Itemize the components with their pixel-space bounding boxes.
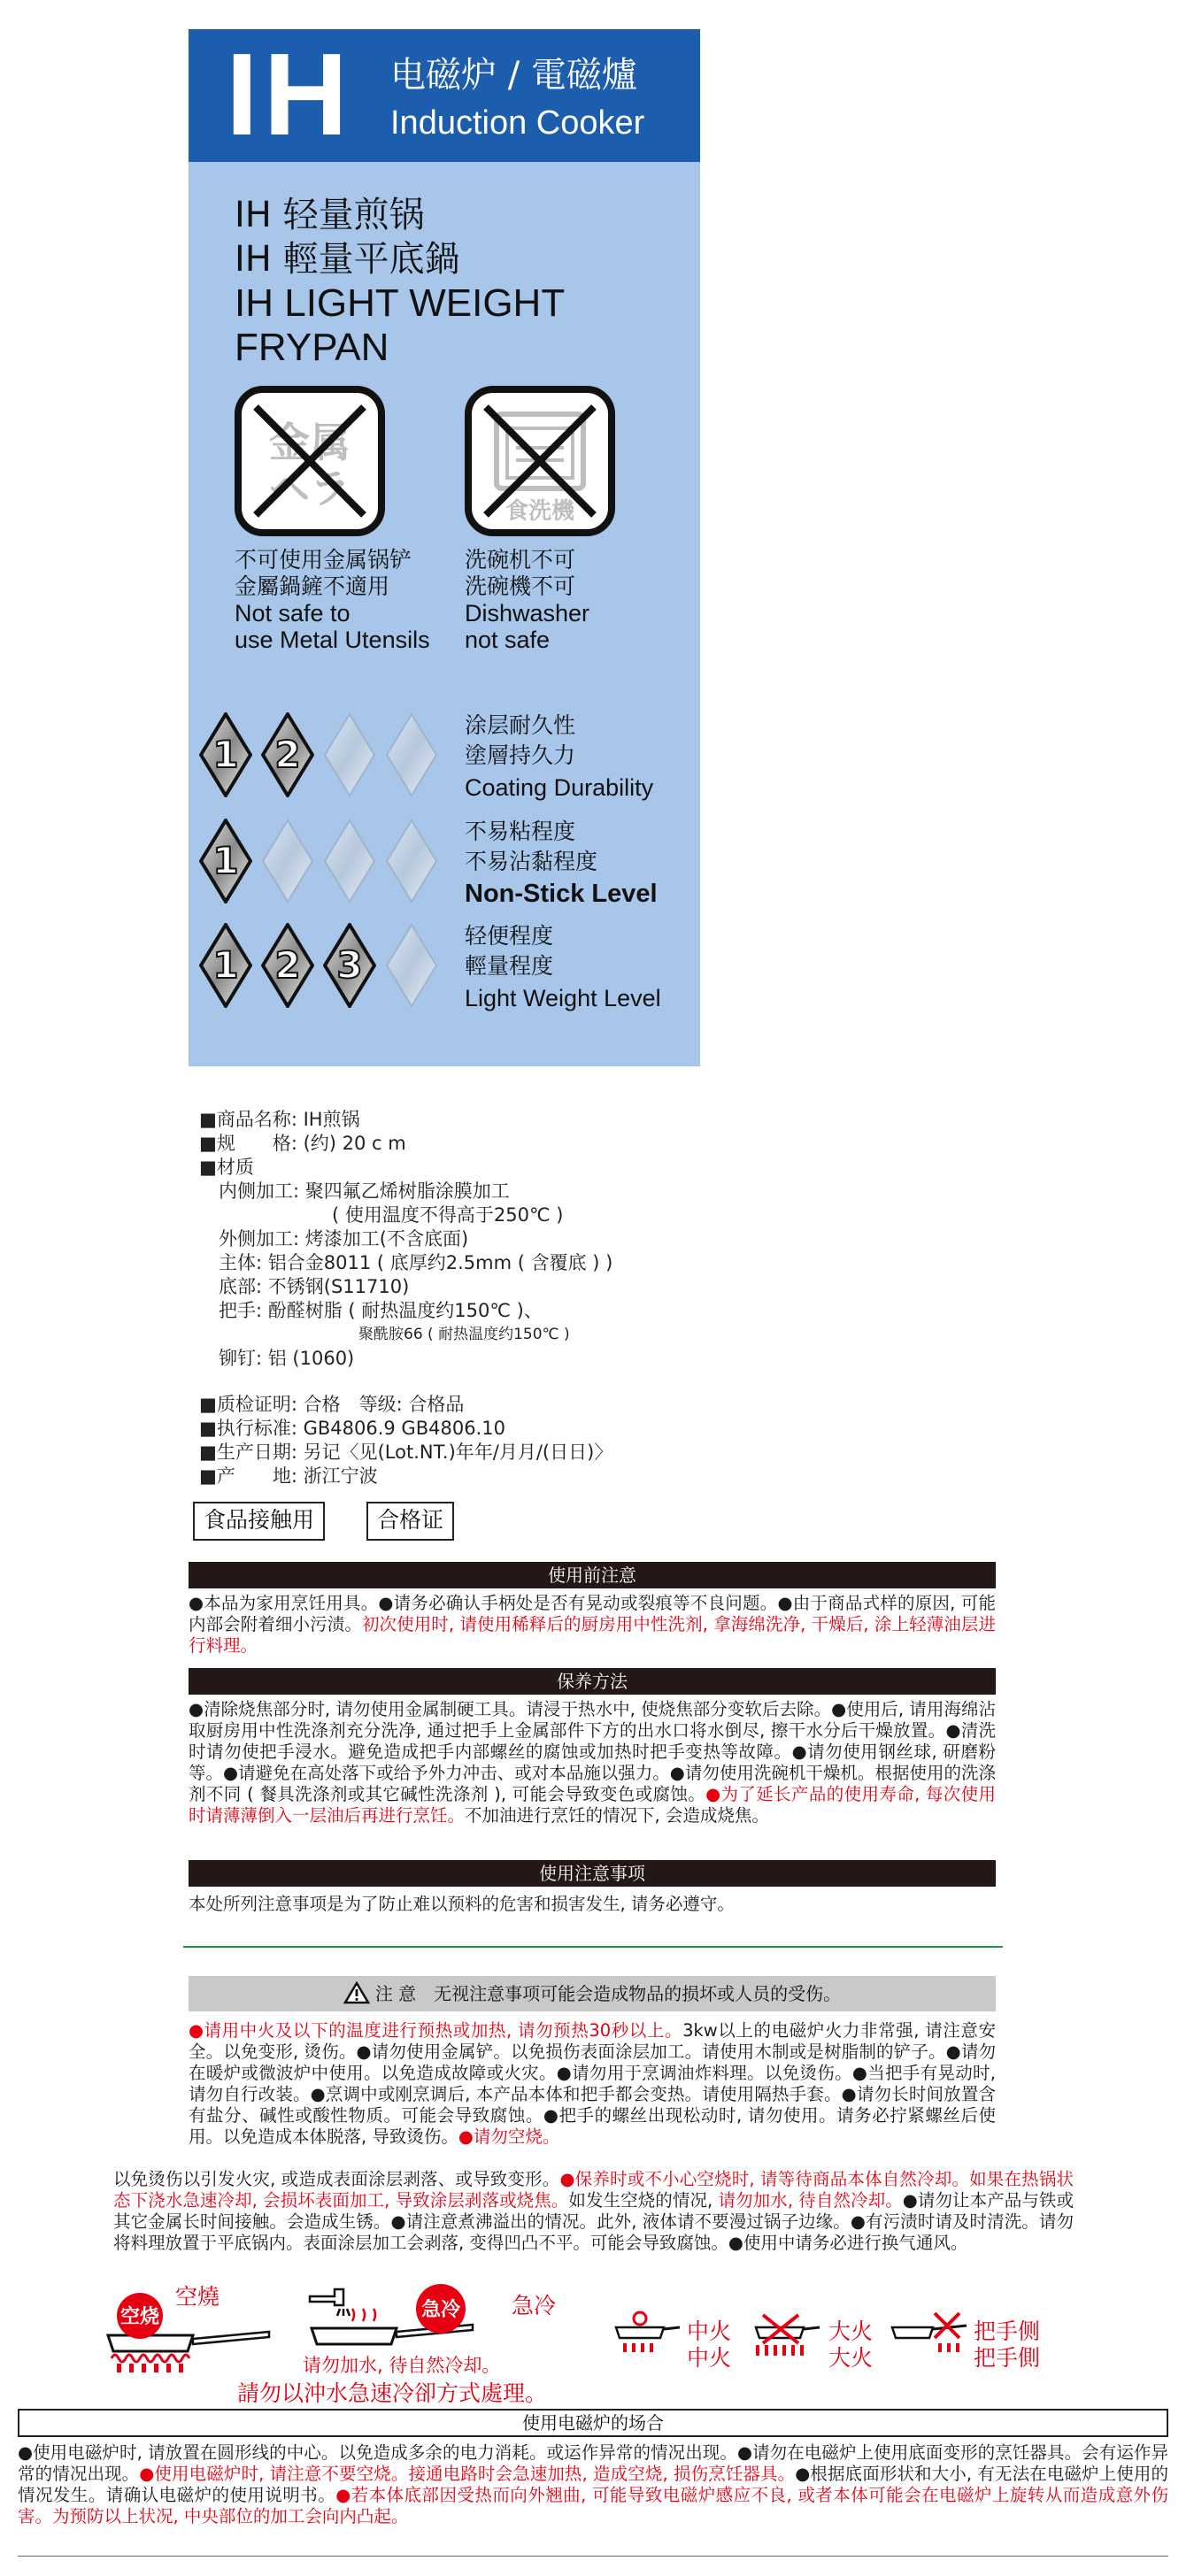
product-label-panel: [189, 29, 700, 1066]
product-name-tc: IH 輕量平底鍋: [235, 239, 460, 280]
no-dishwasher-icon: [465, 386, 615, 536]
spec-origin: ■产 地: 浙江宁波: [199, 1465, 378, 1487]
rating-diamond-filled: [261, 923, 314, 1008]
icon-text-dishwasher: 食洗機: [505, 498, 575, 525]
warning-dishwasher-tc: 洗碗機不可: [465, 573, 576, 599]
rating-number: 2: [274, 943, 301, 987]
rating-diamond-empty: [261, 819, 314, 904]
bottom-rule: [18, 2556, 1168, 2557]
rating-diamond-filled: [199, 923, 252, 1008]
care-text: [189, 1699, 996, 1826]
rating-diamond-filled: [199, 819, 252, 904]
rating-diamond-empty: [323, 712, 376, 797]
care-p1: ●清除烧焦部分时, 请勿使用金属制硬工具。请浸于热水中, 使烧焦部分变软后去除。●使用后, 请用海绵沾取厨房用中性洗涤剂充分洗净, 通过把手上金属部件下方的出水口将水倒尽, 擦干水分后干燥放置。●清洗时请勿使把手浸水。避免造成把手内部螺丝的腐蚀或加热时把手变热等故障。●请勿使用钢丝球, 研磨粉等。●请避免在高处落下或给予外力冲击、或对本品施以强力。●请勿使用洗碗机干燥机。根据使用的洗涤剂不同 ( 餐具洗涤剂或其它碱性洗涤剂 ), 可能会导致变色或腐蚀。: [189, 1699, 996, 1804]
caution-p3: 如发生空烧的情况,: [568, 2190, 719, 2211]
induction-p1-red: ●使用电磁炉时, 请注意不要空烧。接通电路时会急速加热, 造成空烧, 损伤烹饪器具。: [139, 2464, 796, 2484]
rating-number: 1: [212, 943, 239, 987]
rating-diamond-empty: [385, 712, 438, 797]
rating-number: 3: [336, 943, 363, 987]
rating-number: 1: [212, 839, 239, 882]
spec-outer: 外侧加工: 烤漆加工(不含底面): [219, 1228, 469, 1250]
warning-metal-en-2: use Metal Utensils: [235, 627, 430, 653]
caution-p3-red: ●保养时或不小心空烧时, 请等待商品本体自然冷却。如果在热锅状态下浇水急速冷却, 会损坏表面加工, 导致涂层剥落或烧焦。: [113, 2169, 1074, 2211]
handle-side-tc: 把手側: [974, 2345, 1041, 2371]
section-induction-title: 使用电磁炉的场合: [18, 2409, 1168, 2437]
caution-p4-red: 请勿加水, 待自然冷却。: [718, 2190, 903, 2211]
medium-heat-icon: [611, 2310, 682, 2363]
faucet-icon: [310, 2289, 343, 2305]
spec-inner: 内侧加工: 聚四氟乙烯树脂涂膜加工: [219, 1180, 510, 1202]
care-p1-end: 不加油进行烹饪的情况下, 会造成烧焦。: [465, 1805, 769, 1826]
spec-handle-2: 聚酰胺66 ( 耐热温度约150℃ ): [358, 1326, 570, 1343]
product-specs-2: [199, 1393, 612, 1488]
handle-side-sc: 把手侧: [974, 2318, 1041, 2344]
rating-diamond-filled: [323, 923, 376, 1008]
warning-metal-sc: 不可使用金属锅铲: [235, 547, 412, 573]
ih-title-en: Induction Cooker: [390, 104, 645, 142]
caution-title-text: 注 意 无视注意事项可能会造成物品的损坏或人员的受伤。: [374, 1983, 842, 2004]
before-use-p1: ●本品为家用烹饪用具。●请务必确认手柄处是否有晃动或裂痕等不良问题。●由于商品式样的原因, 可能内部会附着细小污渍。: [189, 1593, 996, 1634]
rating-number: 2: [274, 733, 301, 776]
medium-heat-sc: 中火: [687, 2318, 732, 2344]
ih-title-cn: 电磁炉 / 電磁爐: [390, 55, 637, 96]
high-heat-icon: [751, 2310, 821, 2363]
icon-text-spatula: ヘラ: [269, 465, 350, 512]
rating-labels-nonstick: [465, 817, 658, 911]
rating-labels-coating: [465, 711, 653, 804]
warning-dishwasher-en-1: Dishwasher: [465, 600, 590, 627]
product-names: [235, 193, 565, 370]
cool-note-sc: 请勿加水, 待自然冷却。: [303, 2355, 501, 2376]
spec-bottom: 底部: 不锈钢(S11710): [219, 1276, 410, 1297]
divider-line: [183, 1946, 1003, 1948]
rating-lightweight-sc: 轻便程度: [465, 923, 554, 949]
rating-diamond-empty: [323, 819, 376, 904]
rating-nonstick-en: Non-Stick Level: [465, 880, 658, 908]
rating-nonstick-sc: 不易粘程度: [465, 819, 576, 844]
svg-text:空烧: 空烧: [119, 2306, 160, 2328]
high-heat-tc: 大火: [828, 2345, 874, 2371]
rating-diamond-filled: [261, 712, 314, 797]
caution-p2-red: ●请勿空烧。: [458, 2126, 560, 2147]
caution-text-1: [189, 2020, 996, 2148]
cert-qualified: 合格证: [366, 1502, 454, 1541]
warning-label-metal: [235, 547, 430, 653]
caution-text-2: [113, 2169, 1074, 2254]
induction-p1: ●使用电磁炉时, 请放置在圆形线的中心。以免造成多余的电力消耗。或运作异常的情况出现。●请勿在电磁炉上使用底面变形的烹饪器具。会有运作异常的情况出现。: [18, 2442, 1168, 2484]
ih-header: [189, 29, 700, 162]
cool-note-tc: 請勿以沖水急速冷卻方式處理。: [237, 2380, 548, 2406]
spec-standard: ■执行标准: GB4806.9 GB4806.10: [199, 1418, 505, 1439]
no-metal-utensils-icon: [235, 386, 385, 536]
ih-logo: IH: [226, 29, 353, 159]
spec-rivet: 铆钉: 铝 (1060): [219, 1348, 355, 1369]
product-name-sc: IH 轻量煎锅: [235, 195, 425, 235]
section-before-use-title: 使用前注意: [189, 1562, 996, 1588]
rating-diamond-empty: [385, 819, 438, 904]
spec-size: ■规 格: (约) 20 c m: [199, 1133, 406, 1154]
spec-body: 主体: 铝合金8011 ( 底厚约2.5mm ( 含覆底 ) ): [219, 1252, 613, 1273]
empty-burn-label: 空燒: [175, 2284, 220, 2310]
caution-p4: ●请勿让本产品与铁或其它金属长时间接触。会造成生锈。●请注意煮沸溢出的情况。此外, 液体请不要漫过锅子边缘。●有污渍时请及时清洗。请勿将料理放置于平底锅内。表面涂层加工会剥落, 变得凹凸不平。可能会导致腐蚀。●使用中请务必进行换气通风。: [113, 2190, 1074, 2253]
rating-coating-sc: 涂层耐久性: [465, 712, 576, 738]
spec-date: ■生产日期: 另记〈见(Lot.NT.)年年/月月/(日日)〉: [199, 1442, 613, 1463]
rating-number: 1: [212, 733, 239, 776]
cert-food-contact: 食品接触用: [193, 1502, 325, 1541]
high-heat-sc: 大火: [828, 2318, 874, 2344]
spec-qc: ■质检证明: 合格 等级: 合格品: [199, 1394, 465, 1415]
induction-p2: ●根据底面形状和大小, 有无法在电磁炉上使用的情况发生。请确认电磁炉的使用说明书。: [18, 2464, 1168, 2505]
care-p1-red: ●为了延长产品的使用寿命, 每次使用时请薄薄倒入一层油后再进行烹饪。: [189, 1784, 996, 1826]
caution-p1-red: ●请用中火及以下的温度进行预热或加热, 请勿预热30秒以上。: [189, 2020, 683, 2041]
rating-lightweight-en: Light Weight Level: [465, 985, 661, 1011]
warning-metal-en-1: Not safe to: [235, 600, 350, 627]
handle-side-icon: [889, 2310, 968, 2363]
rating-diamond-filled: [199, 712, 252, 797]
caution-p1: 3kw以上的电磁炉火力非常强, 请注意安全。以免变形, 烫伤。●请勿使用金属铲。以免损伤表面涂层加工。请使用木制或是树脂制的铲子。●请勿在暖炉或微波炉中使用。以免造成故障或火灾。●请勿用于烹调油炸料理。以免烫伤。●当把手有晃动时, 请勿自行改装。●烹调中或刚烹调后, 本产品本体和把手都会变热。请使用隔热手套。●请勿长时间放置含有盐分、碱性或酸性物质。可能会导致腐蚀。●把手的螺丝出现松动时, 请勿使用。请务必拧紧螺丝后使用。以免造成本体脱落, 导致烫伤。: [189, 2020, 996, 2147]
spec-name: ■商品名称: IH煎锅: [199, 1109, 360, 1130]
medium-heat-tc: 中火: [687, 2345, 732, 2371]
rapid-cool-label: 急冷: [512, 2293, 557, 2318]
warning-label-dishwasher: [465, 547, 589, 653]
rating-coating-tc: 塗層持久力: [465, 742, 576, 768]
rating-labels-lightweight: [465, 921, 661, 1015]
notes-text: 本处所列注意事项是为了防止难以预料的危害和损害发生, 请务必遵守。: [189, 1894, 735, 1914]
section-notes-title: 使用注意事项: [189, 1860, 996, 1887]
product-specs: [199, 1108, 612, 1371]
spec-handle: 把手: 酚醛树脂 ( 耐热温度约150℃ )、: [219, 1300, 543, 1321]
warning-triangle-icon: [343, 1981, 370, 2004]
warning-dishwasher-en-2: not safe: [465, 627, 551, 653]
caution-p2: 以免烫伤以引发火灾, 或造成表面涂层剥落、或导致变形。: [113, 2169, 560, 2189]
warning-dishwasher-sc: 洗碗机不可: [465, 547, 576, 573]
section-caution-title: [189, 1976, 996, 2011]
rating-coating-en: Coating Durability: [465, 774, 654, 801]
induction-p2-red: ●若本体底部因受热而向外翘曲, 可能导致电磁炉感应不良, 或者本体可能会在电磁炉上旋转从而造成意外伤害。为预防以上状况, 中央部位的加工会向内凸起。: [18, 2485, 1168, 2526]
before-use-p1-red: 初次使用时, 请使用稀释后的厨房用中性洗剂, 拿海绵洗净, 干燥后, 涂上轻薄油层进行料理。: [189, 1614, 996, 1656]
rating-diamond-empty: [385, 923, 438, 1008]
before-use-text: [189, 1593, 996, 1657]
product-name-en-1: IH LIGHT WEIGHT: [235, 281, 566, 325]
spec-material: ■材质: [199, 1157, 254, 1178]
induction-text: [18, 2442, 1168, 2527]
svg-text:急冷: 急冷: [420, 2299, 461, 2321]
rating-nonstick-tc: 不易沾黏程度: [465, 849, 598, 874]
rating-lightweight-tc: 輕量程度: [465, 953, 554, 979]
warning-metal-tc: 金屬鍋鏟不適用: [235, 573, 390, 599]
product-name-en-2: FRYPAN: [235, 326, 389, 369]
icon-text-metal: 金属: [269, 419, 350, 466]
section-care-title: 保养方法: [189, 1668, 996, 1695]
spec-inner-note: ( 使用温度不得高于250℃ ): [332, 1204, 564, 1226]
